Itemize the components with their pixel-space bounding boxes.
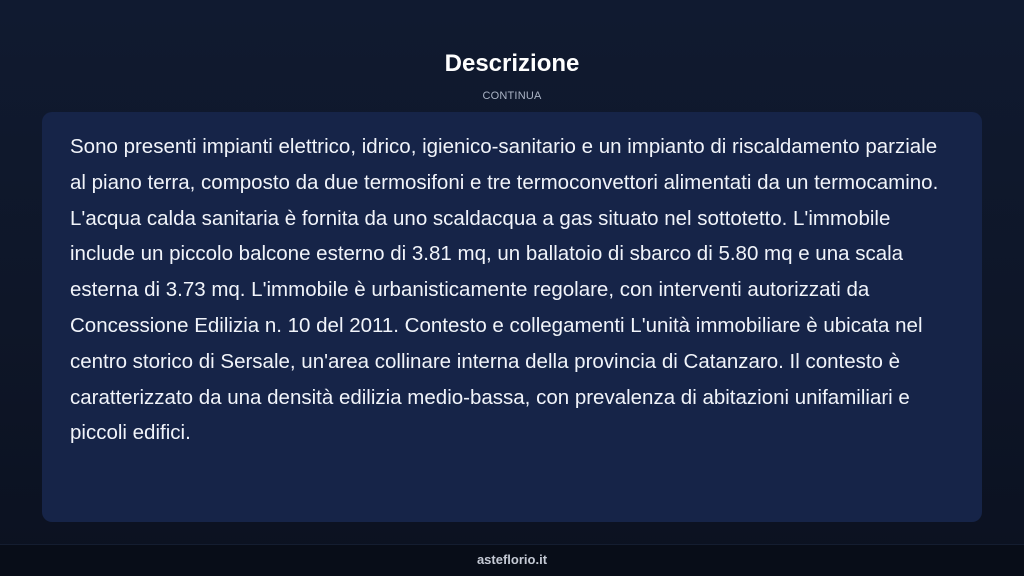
description-text: Sono presenti impianti elettrico, idrico, igienico-sanitario e un impianto di riscaldamento parziale al piano terra, composto da due termosifoni e tre termoconvettori alimentati da un termocamino. L'acqua calda sanitaria è fornita da uno scaldacqua a gas situato nel sottotetto. L'immobile include un piccolo balcone esterno di 3.81 mq, un ballatoio di sbarco di 5.80 mq e una scala esterna di 3.73 mq. L'immobile è urbanisticamente regolare, con interventi autorizzati da Concessione Edilizia n. 10 del 2011. Contesto e collegamenti L'unità immobiliare è ubicata nel centro storico di Sersale, un'area collinare interna della provincia di Catanzaro. Il contesto è caratterizzato da una densità edilizia medio-bassa, con prevalenza di abitazioni unifamiliari e piccoli edifici. [70,135,939,445]
page-title: Descrizione [444,50,580,77]
footer-bar [0,544,1024,576]
footer-site-label: asteflorio.it [476,552,548,567]
page-subtitle: CONTINUA [482,90,542,102]
description-card [42,112,982,522]
